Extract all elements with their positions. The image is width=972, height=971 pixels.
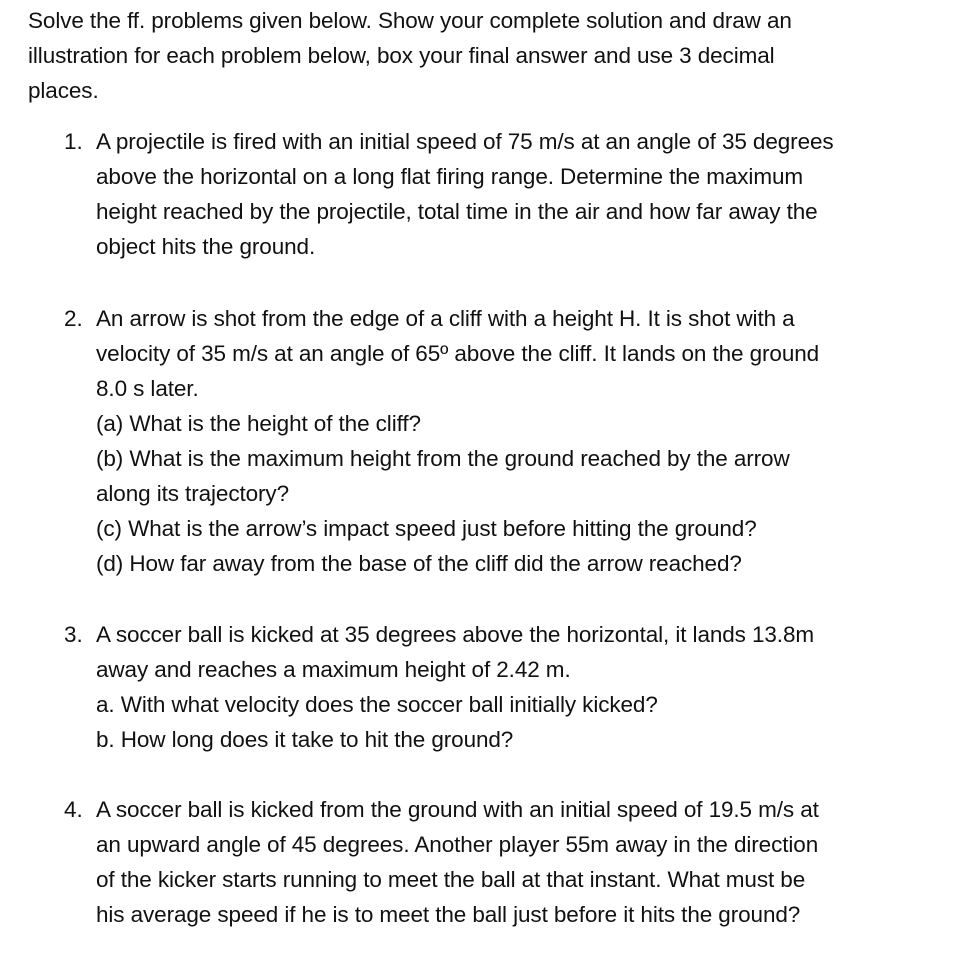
problem-1-line-1: A projectile is fired with an initial speed of 75 m/s at an angle of 35 degrees xyxy=(96,129,834,154)
problem-2-line-5: (b) What is the maximum height from the ground reached by the arrow xyxy=(96,446,790,471)
problem-2-line-8: (d) How far away from the base of the cliff did the arrow reached? xyxy=(96,551,742,576)
problem-4-line-2: an upward angle of 45 degrees. Another player 55m away in the direction xyxy=(96,832,819,857)
problem-1-line-2: above the horizontal on a long flat firing range. Determine the maximum xyxy=(96,164,804,189)
problem-3-number: 3. xyxy=(64,622,83,647)
problem-4-line-1: A soccer ball is kicked from the ground with an initial speed of 19.5 m/s at xyxy=(96,797,819,822)
instructions-line-2: illustration for each problem below, box your final answer and use 3 decimal xyxy=(28,43,775,68)
problem-2-line-4: (a) What is the height of the cliff? xyxy=(96,411,421,436)
problem-1-line-3: height reached by the projectile, total time in the air and how far away the xyxy=(96,199,818,224)
problem-4-number: 4. xyxy=(64,797,83,822)
problem-3-line-1: A soccer ball is kicked at 35 degrees above the horizontal, it lands 13.8m xyxy=(96,622,815,647)
problem-2-line-7: (c) What is the arrow’s impact speed just before hitting the ground? xyxy=(96,516,757,541)
problem-4-line-3: of the kicker starts running to meet the ball at that instant. What must be xyxy=(96,867,806,892)
instructions-line-1: Solve the ff. problems given below. Show your complete solution and draw an xyxy=(28,8,792,33)
problem-2-line-3: 8.0 s later. xyxy=(96,376,199,401)
problem-3-line-4: b. How long does it take to hit the ground? xyxy=(96,727,514,752)
instructions-line-3: places. xyxy=(28,78,99,103)
problem-3-line-2: away and reaches a maximum height of 2.42 m. xyxy=(96,657,571,682)
problem-1-number: 1. xyxy=(64,129,83,154)
problem-2-line-2: velocity of 35 m/s at an angle of 65º above the cliff. It lands on the ground xyxy=(96,341,820,366)
problem-4-line-4: his average speed if he is to meet the ball just before it hits the ground? xyxy=(96,902,801,927)
problem-2-line-1: An arrow is shot from the edge of a cliff with a height H. It is shot with a xyxy=(96,306,795,331)
problem-2-line-6: along its trajectory? xyxy=(96,481,289,506)
problem-2-number: 2. xyxy=(64,306,83,331)
problem-1-line-4: object hits the ground. xyxy=(96,234,316,259)
problem-3-line-3: a. With what velocity does the soccer ball initially kicked? xyxy=(96,692,658,717)
